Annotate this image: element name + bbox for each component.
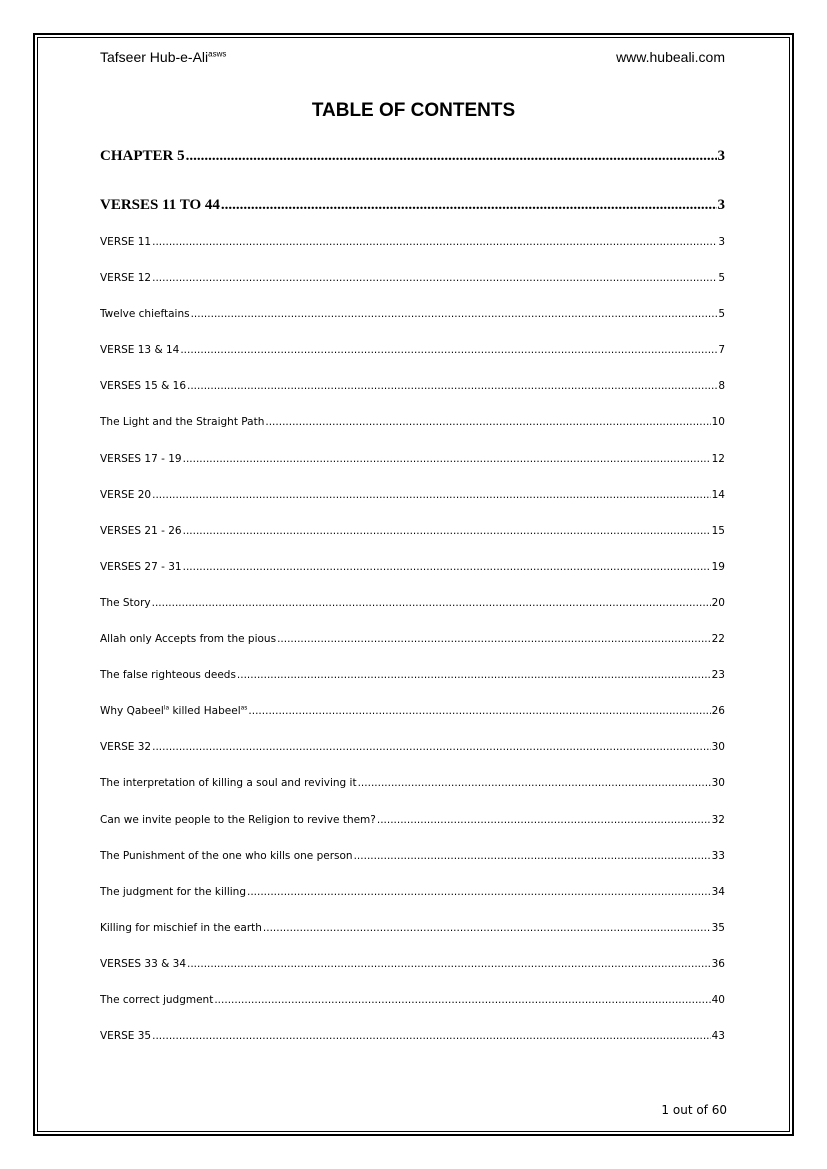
toc-label-part: killed Habeel bbox=[169, 705, 241, 717]
toc-entry-page: 5 bbox=[718, 272, 725, 284]
toc-entry[interactable] bbox=[100, 850, 725, 862]
toc-leader-dots bbox=[152, 489, 711, 501]
toc-leader-dots bbox=[183, 561, 711, 573]
toc-leader-dots bbox=[358, 777, 711, 789]
header-book-title-text: Tafseer Hub-e-Ali bbox=[100, 49, 209, 65]
toc-entry[interactable] bbox=[100, 197, 725, 214]
toc-entry-label: Twelve chieftains bbox=[100, 308, 190, 320]
toc-entry-label: VERSE 11 bbox=[100, 236, 152, 248]
toc-leader-dots bbox=[187, 380, 717, 392]
toc-entry-page: 22 bbox=[711, 633, 725, 645]
toc-entry-page: 8 bbox=[718, 380, 725, 392]
toc-entry-label: VERSES 21 - 26 bbox=[100, 525, 182, 537]
toc-entry-page: 43 bbox=[711, 1030, 725, 1042]
toc-label-part: Why Qabeel bbox=[100, 705, 164, 717]
toc-entry[interactable] bbox=[100, 272, 725, 284]
toc-leader-dots bbox=[354, 850, 711, 862]
toc-entry-label: VERSES 27 - 31 bbox=[100, 561, 182, 573]
toc-entry[interactable] bbox=[100, 416, 725, 428]
toc-entry[interactable] bbox=[100, 380, 725, 392]
toc-entry-page: 26 bbox=[711, 705, 725, 717]
toc-entry-page: 19 bbox=[711, 561, 725, 573]
toc-leader-dots bbox=[183, 453, 711, 465]
toc-entry-label: VERSE 32 bbox=[100, 741, 152, 753]
toc-entry[interactable] bbox=[100, 344, 725, 356]
toc-entry-label: The interpretation of killing a soul and reviving it bbox=[100, 777, 357, 789]
toc-entry[interactable] bbox=[100, 489, 725, 501]
toc-leader-dots bbox=[277, 633, 711, 645]
toc-entry[interactable] bbox=[100, 561, 725, 573]
toc-entry-label: Killing for mischief in the earth bbox=[100, 922, 262, 934]
toc-entry-page: 12 bbox=[711, 453, 725, 465]
toc-entry-label: VERSES 15 & 16 bbox=[100, 380, 186, 392]
toc-entry-label: The false righteous deeds bbox=[100, 669, 236, 681]
toc-entry[interactable] bbox=[100, 705, 725, 717]
toc-entry-label: The judgment for the killing bbox=[100, 886, 246, 898]
toc-entry-page: 14 bbox=[711, 489, 725, 501]
toc-entry-label: The correct judgment bbox=[100, 994, 214, 1006]
toc-leader-dots bbox=[186, 148, 717, 165]
toc-entry[interactable] bbox=[100, 669, 725, 681]
toc-entry[interactable] bbox=[100, 741, 725, 753]
toc-entry-label: CHAPTER 5 bbox=[100, 148, 185, 164]
toc-leader-dots bbox=[237, 669, 711, 681]
toc-label-superscript: as bbox=[240, 705, 248, 712]
toc-entry[interactable] bbox=[100, 236, 725, 248]
toc-entry-label: The Punishment of the one who kills one person bbox=[100, 850, 353, 862]
toc-entry-label: The Story bbox=[100, 597, 151, 609]
header-book-title bbox=[100, 49, 226, 65]
toc-entry[interactable] bbox=[100, 777, 725, 789]
toc-entry-label: Can we invite people to the Religion to revive them? bbox=[100, 814, 376, 826]
toc-entry-page: 30 bbox=[711, 741, 725, 753]
toc-entry-label: The Light and the Straight Path bbox=[100, 416, 265, 428]
toc-entry-page: 3 bbox=[717, 148, 725, 164]
toc-leader-dots bbox=[187, 958, 711, 970]
toc-entry-page: 35 bbox=[711, 922, 725, 934]
toc-leader-dots bbox=[191, 308, 718, 320]
toc-entry-label: VERSE 35 bbox=[100, 1030, 152, 1042]
toc-entry-page: 15 bbox=[711, 525, 725, 537]
toc-entry-page: 7 bbox=[718, 344, 725, 356]
toc-entry-label: VERSE 20 bbox=[100, 489, 152, 501]
toc-entry[interactable] bbox=[100, 453, 725, 465]
toc-leader-dots bbox=[152, 1030, 711, 1042]
toc-entry[interactable] bbox=[100, 525, 725, 537]
toc-entry-label bbox=[100, 705, 247, 717]
toc-entry-page: 32 bbox=[711, 814, 725, 826]
toc-entry-page: 3 bbox=[718, 236, 725, 248]
toc-leader-dots bbox=[214, 994, 710, 1006]
toc-entry-page: 3 bbox=[717, 197, 725, 213]
toc-entry-page: 23 bbox=[711, 669, 725, 681]
toc-entry[interactable] bbox=[100, 922, 725, 934]
toc-leader-dots bbox=[183, 525, 711, 537]
toc-entry-page: 10 bbox=[711, 416, 725, 428]
toc-leader-dots bbox=[152, 236, 717, 248]
header-book-title-superscript: asws bbox=[208, 49, 227, 59]
toc-entry-page: 33 bbox=[711, 850, 725, 862]
toc-entry-label: VERSE 12 bbox=[100, 272, 152, 284]
toc-entry-page: 5 bbox=[718, 308, 725, 320]
toc-leader-dots bbox=[152, 272, 717, 284]
toc-leader-dots bbox=[247, 886, 711, 898]
toc-entry[interactable] bbox=[100, 597, 725, 609]
toc-leader-dots bbox=[377, 814, 711, 826]
toc-entry-label: VERSE 13 & 14 bbox=[100, 344, 180, 356]
toc-entry[interactable] bbox=[100, 148, 725, 165]
toc-entry[interactable] bbox=[100, 814, 725, 826]
toc-leader-dots bbox=[152, 741, 711, 753]
toc-leader-dots bbox=[180, 344, 717, 356]
toc-entry[interactable] bbox=[100, 994, 725, 1006]
toc-entry-page: 34 bbox=[711, 886, 725, 898]
toc-entry[interactable] bbox=[100, 886, 725, 898]
toc-leader-dots bbox=[221, 197, 717, 214]
page-title: TABLE OF CONTENTS bbox=[311, 100, 516, 121]
toc-entry[interactable] bbox=[100, 308, 725, 320]
toc-label-superscript: la bbox=[163, 705, 170, 712]
toc-entry-label: Allah only Accepts from the pious bbox=[100, 633, 277, 645]
toc-entry-page: 36 bbox=[711, 958, 725, 970]
toc-leader-dots bbox=[152, 597, 711, 609]
page-number-indicator: 1 out of 60 bbox=[661, 1103, 727, 1117]
toc-entry[interactable] bbox=[100, 958, 725, 970]
toc-entry[interactable] bbox=[100, 633, 725, 645]
toc-leader-dots bbox=[248, 705, 710, 717]
toc-entry-label: VERSES 17 - 19 bbox=[100, 453, 182, 465]
toc-entry-page: 30 bbox=[711, 777, 725, 789]
toc-entry[interactable] bbox=[100, 1030, 725, 1042]
toc-leader-dots bbox=[265, 416, 710, 428]
toc-leader-dots bbox=[263, 922, 711, 934]
toc-entry-page: 40 bbox=[711, 994, 725, 1006]
toc-entry-label: VERSES 11 TO 44 bbox=[100, 197, 220, 213]
toc-entry-label: VERSES 33 & 34 bbox=[100, 958, 186, 970]
toc-entry-page: 20 bbox=[711, 597, 725, 609]
header-website[interactable]: www.hubeali.com bbox=[616, 49, 725, 65]
